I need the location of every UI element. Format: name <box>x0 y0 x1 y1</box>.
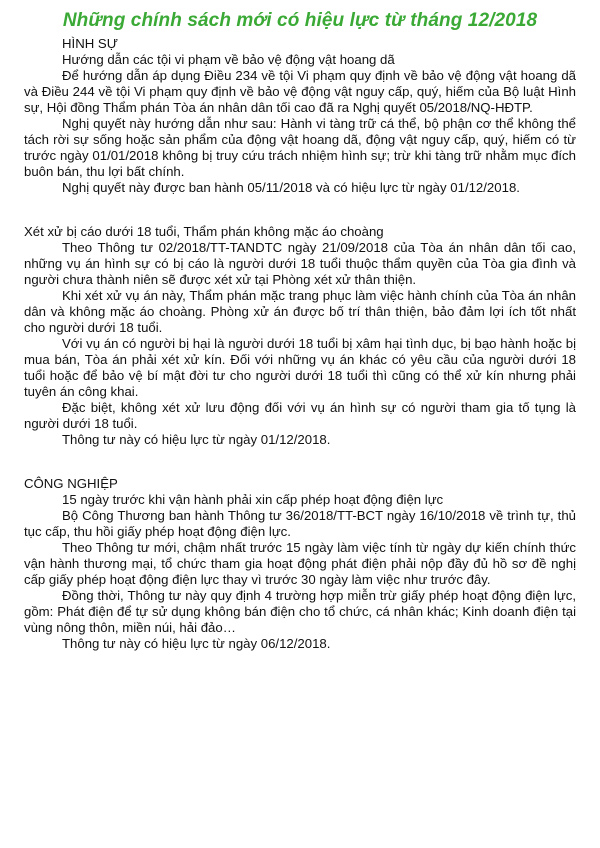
paragraph: Đồng thời, Thông tư này quy định 4 trường hợp miễn trừ giấy phép hoạt động điện lực, gồm: Phát điện để tự sử dụng không bán điện cho tổ chức, cá nhân khác; Kinh doanh điện tại vùng nông thôn, miền núi, hải đảo… <box>24 588 576 635</box>
section-hinh-su <box>24 36 576 196</box>
spacer <box>24 196 576 212</box>
section-heading-hinh-su: HÌNH SỰ <box>62 36 118 51</box>
spacer <box>24 464 576 476</box>
paragraph: Theo Thông tư mới, chậm nhất trước 15 ngày làm việc tính từ ngày dự kiến chính thức vận hành thương mại, tổ chức tham gia hoạt động phát điện phải nộp đầy đủ hồ sơ đề nghị cấp giấy phép hoạt động điện lực thay vì trước 30 ngày làm việc như trước đây. <box>24 540 576 587</box>
paragraph: Thông tư này có hiệu lực từ ngày 01/12/2018. <box>62 432 331 447</box>
article-heading-dong-vat: Hướng dẫn các tội vi phạm về bảo vệ động vật hoang dã <box>62 52 395 67</box>
paragraph: Thông tư này có hiệu lực từ ngày 06/12/2018. <box>62 636 331 651</box>
section-heading-cong-nghiep: CÔNG NGHIỆP <box>24 476 118 491</box>
paragraph: Với vụ án có người bị hại là người dưới 18 tuổi bị xâm hại tình dục, bị bạo hành hoặc bị mua bán, Tòa án phải xét xử kín. Đối với những vụ án khác có yêu cầu của người dưới 18 tuổi hoặc để bảo vệ bí mật đời tư cho người dưới 18 tuổi thì cũng có thể xử kín nhưng phải tuyên án công khai. <box>24 336 576 399</box>
paragraph: Khi xét xử vụ án này, Thẩm phán mặc trang phục làm việc hành chính của Tòa án nhân dân và không mặc áo choàng. Phòng xử án được bố trí thân thiện, bảo đảm lợi ích tốt nhất cho người dưới 18 tuổi. <box>24 288 576 335</box>
page-title: Những chính sách mới có hiệu lực từ tháng 12/2018 <box>62 10 538 31</box>
paragraph: Nghị quyết này hướng dẫn như sau: Hành vi tàng trữ cá thể, bộ phận cơ thể không thể tách rời sự sống hoặc sản phẩm của động vật hoang dã, động vật nguy cấp, quý, hiếm có từ trước ngày 01/01/2018 không bị truy cứu trách nhiệm hình sự; trừ khi tàng trữ nhằm mục đích buôn bán, thu lợi bất chính. <box>24 116 576 179</box>
spacer <box>24 212 576 224</box>
paragraph: Bộ Công Thương ban hành Thông tư 36/2018/TT-BCT ngày 16/10/2018 về trình tự, thủ tục cấp, thu hồi giấy phép hoạt động điện lực. <box>24 508 576 539</box>
spacer <box>24 448 576 464</box>
paragraph: Đặc biệt, không xét xử lưu động đối với vụ án hình sự có người tham gia tố tụng là người dưới 18 tuổi. <box>24 400 576 431</box>
paragraph: Để hướng dẫn áp dụng Điều 234 về tội Vi phạm quy định về bảo vệ động vật hoang dã và Điều 244 về tội Vi phạm quy định về bảo vệ động vật nguy cấp, quý, hiếm của Bộ luật Hình sự, Hội đồng Thẩm phán Tòa án nhân dân tối cao đã ra Nghị quyết 05/2018/NQ-HĐTP. <box>24 68 576 115</box>
article-heading-xet-xu: Xét xử bị cáo dưới 18 tuổi, Thẩm phán không mặc áo choàng <box>24 224 384 239</box>
paragraph: Nghị quyết này được ban hành 05/11/2018 và có hiệu lực từ ngày 01/12/2018. <box>62 180 520 195</box>
section-cong-nghiep <box>24 476 576 652</box>
article-heading-dien-luc: 15 ngày trước khi vận hành phải xin cấp phép hoạt động điện lực <box>62 492 444 507</box>
section-xet-xu <box>24 224 576 448</box>
paragraph: Theo Thông tư 02/2018/TT-TANDTC ngày 21/09/2018 của Tòa án nhân dân tối cao, những vụ án hình sự có bị cáo là người dưới 18 tuổi thuộc thẩm quyền của Tòa gia đình và người chưa thành niên sẽ được xét xử tại Phòng xét xử thân thiện. <box>24 240 576 287</box>
